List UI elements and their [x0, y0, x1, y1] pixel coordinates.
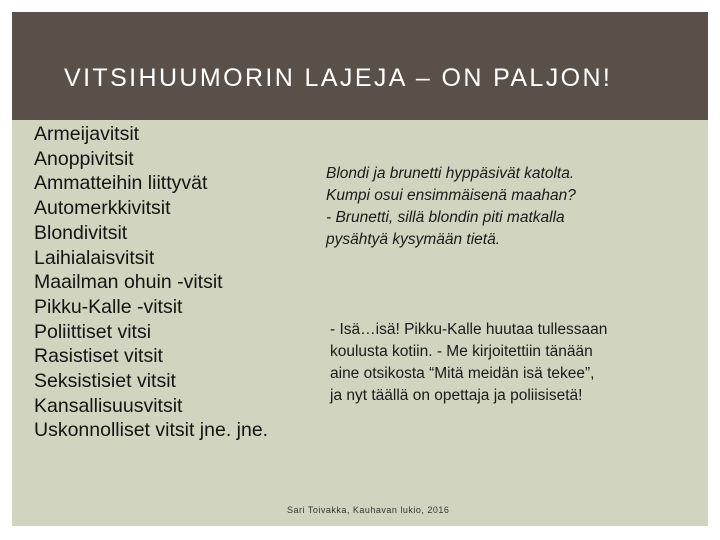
blonde-joke [326, 163, 666, 251]
joke-line: - Isä…isä! Pikku-Kalle huutaa tullessaan [330, 321, 608, 338]
list-item: Kansallisuusvitsit [34, 394, 183, 417]
slide [12, 12, 708, 526]
joke-line: aine otsikosta “Mitä meidän isä tekee”, [330, 365, 595, 382]
list-item: Seksistisiet vitsit [34, 370, 176, 393]
joke-line: koulusta kotiin. - Me kirjoitettiin tänään [330, 343, 593, 360]
slide-footer: Sari Toivakka, Kauhavan lukio, 2016 [287, 505, 450, 515]
list-item: Ammatteihin liittyvät [34, 172, 208, 195]
joke-line: Kumpi osui ensimmäisenä maahan? [326, 187, 576, 204]
list-item: Pikku-Kalle -vitsit [34, 295, 183, 318]
list-item: Automerkkivitsit [34, 197, 171, 220]
list-item: Rasistiset vitsit [34, 345, 163, 368]
list-item: Laihialaisvitsit [34, 246, 155, 269]
list-item: Maailman ohuin -vitsit [34, 271, 223, 294]
list-item: Uskonnolliset vitsit jne. jne. [34, 419, 269, 442]
list-item: Poliittiset vitsi [34, 320, 152, 343]
list-item: Armeijavitsit [34, 123, 140, 145]
joke-line: pysähtyä kysymään tietä. [326, 231, 501, 248]
joke-category-list [34, 122, 268, 443]
joke-line: ja nyt täällä on opettaja ja poliisisetä! [330, 387, 583, 404]
joke-line: Blondi ja brunetti hyppäsivät katolta. [326, 165, 575, 182]
list-item: Anoppivitsit [34, 147, 134, 170]
slide-title: VITSIHUUMORIN LAJEJA – ON PALJON! [64, 64, 613, 92]
list-item: Blondivitsit [34, 221, 128, 244]
pikku-kalle-joke [330, 319, 680, 407]
title-bar [12, 12, 708, 120]
joke-line: - Brunetti, sillä blondin piti matkalla [326, 209, 565, 226]
